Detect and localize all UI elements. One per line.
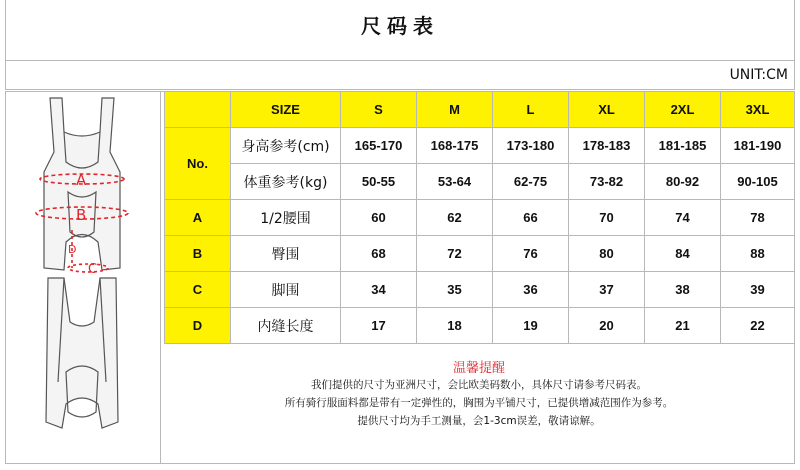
note-line: 所有骑行服面料都是带有一定弹性的，胸围为平铺尺寸，已提供增减范围作为参考。 — [284, 397, 674, 409]
table-cell: 181-185 — [645, 128, 721, 164]
note-line: 提供尺寸均为手工测量，会1-3cm误差，敬请谅解。 — [357, 415, 601, 427]
waist-label: 1/2腰围 — [231, 200, 341, 236]
size-s: S — [341, 92, 417, 128]
code-b: B — [165, 236, 231, 272]
table-cell: 37 — [569, 272, 645, 308]
size-label: SIZE — [231, 92, 341, 128]
table-cell: 73-82 — [569, 164, 645, 200]
code-d: D — [165, 308, 231, 344]
table-cell: 39 — [721, 272, 795, 308]
back-view-shorts — [46, 278, 118, 428]
leg-label: 脚围 — [231, 272, 341, 308]
unit-bar — [5, 61, 795, 90]
table-cell: 62 — [417, 200, 493, 236]
title-bar — [5, 0, 795, 61]
table-cell: 84 — [645, 236, 721, 272]
table-cell: 36 — [493, 272, 569, 308]
label-c: C — [88, 262, 98, 277]
code-c: C — [165, 272, 231, 308]
table-cell: 80-92 — [645, 164, 721, 200]
hip-label: 臀围 — [231, 236, 341, 272]
size-table — [164, 91, 795, 344]
table-cell: 181-190 — [721, 128, 795, 164]
note-line: 我们提供的尺寸为亚洲尺寸，会比欧美码数小，具体尺寸请参考尺码表。 — [311, 379, 647, 391]
table-cell: 66 — [493, 200, 569, 236]
label-a: A — [76, 171, 87, 189]
table-cell: 50-55 — [341, 164, 417, 200]
table-cell: 173-180 — [493, 128, 569, 164]
table-cell: 90-105 — [721, 164, 795, 200]
table-cell: 80 — [569, 236, 645, 272]
table-cell: 60 — [341, 200, 417, 236]
table-cell: 38 — [645, 272, 721, 308]
table-cell: 168-175 — [417, 128, 493, 164]
table-cell: 74 — [645, 200, 721, 236]
measure-row-c — [165, 272, 795, 308]
weight-label: 体重参考(kg) — [231, 164, 341, 200]
table-cell: 35 — [417, 272, 493, 308]
table-cell: 18 — [417, 308, 493, 344]
size-m: M — [417, 92, 493, 128]
table-cell: 21 — [645, 308, 721, 344]
size-header-row — [165, 92, 795, 128]
table-cell: 68 — [341, 236, 417, 272]
table-cell: 76 — [493, 236, 569, 272]
table-cell: 20 — [569, 308, 645, 344]
no-label: No. — [165, 128, 231, 200]
code-a: A — [165, 200, 231, 236]
size-2xl: 2XL — [645, 92, 721, 128]
label-b: B — [76, 206, 87, 224]
bib-shorts-illustration — [6, 92, 160, 463]
table-cell: 70 — [569, 200, 645, 236]
measure-row-d — [165, 308, 795, 344]
table-cell: 78 — [721, 200, 795, 236]
notes-title: 温馨提醒 — [452, 361, 505, 376]
size-3xl: 3XL — [721, 92, 795, 128]
size-l: L — [493, 92, 569, 128]
height-row — [165, 128, 795, 164]
inseam-label: 内缝长度 — [231, 308, 341, 344]
unit-label: UNIT:CM — [729, 67, 788, 83]
table-cell: 178-183 — [569, 128, 645, 164]
table-cell: 53-64 — [417, 164, 493, 200]
height-label: 身高参考(cm) — [231, 128, 341, 164]
table-cell: 62-75 — [493, 164, 569, 200]
page-title: 尺码表 — [361, 14, 439, 38]
table-cell: 17 — [341, 308, 417, 344]
size-xl: XL — [569, 92, 645, 128]
table-cell: 19 — [493, 308, 569, 344]
measure-row-a — [165, 200, 795, 236]
table-cell: 22 — [721, 308, 795, 344]
measure-row-b — [165, 236, 795, 272]
table-cell: 34 — [341, 272, 417, 308]
table-cell: 165-170 — [341, 128, 417, 164]
table-cell: 88 — [721, 236, 795, 272]
weight-row — [165, 164, 795, 200]
label-d: D — [68, 243, 77, 256]
table-cell: 72 — [417, 236, 493, 272]
notes-section — [164, 341, 794, 430]
